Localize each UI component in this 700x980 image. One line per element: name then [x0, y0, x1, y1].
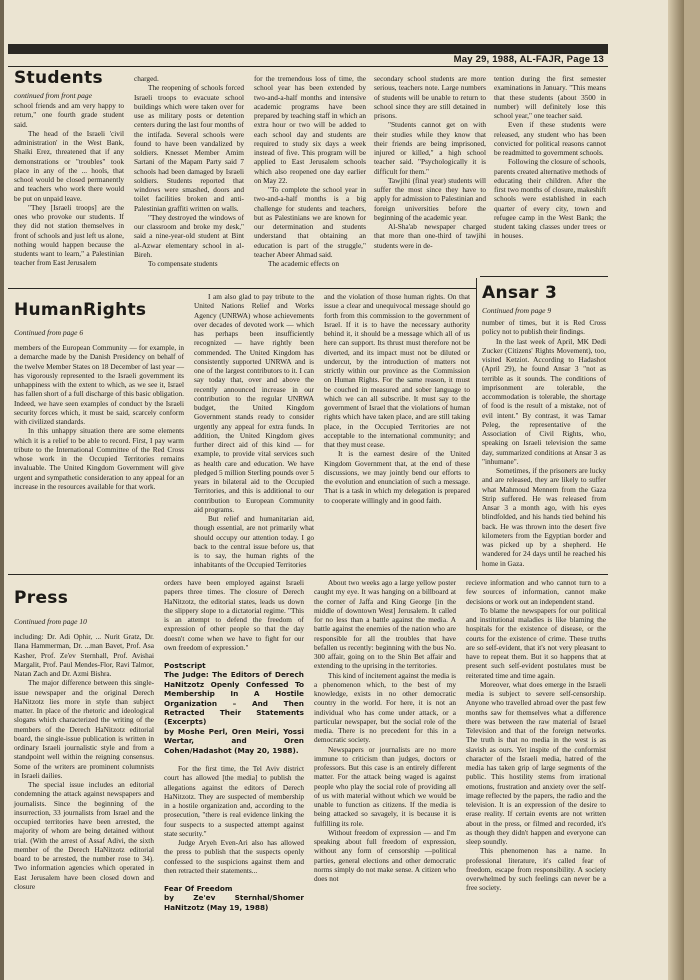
- paragraph: It is the earnest desire of the United Kingdom Government that, at the end of these discussions, we may jointly bend our efforts to the evolution and enunciation of such a message. That is a task in which my delegation is prepared to cooperate willingly and in good faith.: [324, 449, 470, 505]
- ansar-divider: [476, 278, 477, 570]
- paragraph: But relief and humanitarian aid, though essential, are not primarily what should occupy our attention today. I go back to the central issue before us, that is to say, the human rights of the inhabitants of the Occupied Territories: [194, 514, 314, 570]
- humanrights-column-3: [324, 292, 470, 563]
- humanrights-column-1: [14, 343, 184, 561]
- press-column-2: [164, 578, 304, 976]
- paragraph: The special issue includes an editorial condemning the attack against newspapers and journalists. Since the beginning of the insurrection, 33 journalists from Israel and the occupied territories have been arrested, the majority of whom are being detained without trial. (With the arrest of Assaf Adivi, the sixth member of the Derech HaNitzotz editorial board to be arrested, the number rose to 34). Two information agencies which operated in East Jerusalem have been closed down and closure: [14, 780, 154, 891]
- students-column-1: [14, 101, 124, 281]
- paragraph: The major difference between this single-issue newspaper and the original Derech HaNitzotz lies more in style than subject matter. In place of the rhetoric and ideological slogans which characterized the writing of the members of the Derech HaNitzotz editorial board, the single-issue publication is written in ordinary Israeli journalistic style and from a standpoint well within the reigning consensus. Some of the writers are prominent columnists in Israeli dailies.: [14, 678, 154, 780]
- paragraph: Without freedom of expression — and I'm speaking about full freedom of expression, without any form of censorship —political parties, general elections and other democratic norms simply do not make sense. A citizen who does not: [314, 827, 456, 883]
- postscript-title: The Judge: The Editors of Derech HaNitzotz Openly Confessed To Membership In A Hostile Organization – And Then Retracted Their Statements (Excerpts): [164, 670, 304, 727]
- newspaper-page: [4, 0, 684, 980]
- paragraph: Even if these students were released, any student who has been convicted for political reasons cannot be readmitted to government schools.: [494, 120, 606, 157]
- postscript-byline: by Moshe Perl, Oren Meiri, Yossi Wertar, and Oren Cohen/Hadashot (May 20, 1988).: [164, 726, 304, 755]
- paragraph: Judge Aryeh Even-Ari also has allowed the press to publish that the suspects openly confessed to the suspicions against them and then retracted their statements...: [164, 838, 304, 875]
- paragraph: To blame the newspapers for our political and institutional maladies is like blaming the hospitals for the existence of disease, or the courts for the existence of crime. These truths are so self-evident, that it's not very pleasant to have to repeat them. But it so happens that at present such self-evident postulates must be reiterated time and time again.: [466, 605, 606, 680]
- paragraph: Following the closure of schools, parents created alternative methods of educating their children. After the first two months of closure, makeshift schools were established in each quarter of every city, town and refugee camp in the West Bank; the student taking classes under trees or in houses.: [494, 157, 606, 241]
- ansar-column: [482, 318, 606, 568]
- page-edge: [668, 0, 684, 980]
- paragraph: number of times, but it is Red Cross policy not to publish their findings.: [482, 318, 606, 337]
- press-column-4: [466, 578, 606, 976]
- paragraph: members of the European Community — for example, in a demarche made by the Danish Presidency on behalf of the twelve Member States on 18 December of last year — has vigorously represented to the Israeli government its unhappiness with the extent to which, as we see it, Israel has fallen short of a full discharge of this basic obligation. Indeed, we have seen examples of conduct by the Israeli security forces which, it must be said, scarcely conform with civilized standards.: [14, 343, 184, 426]
- paragraph: secondary school students are more serious, teachers note. Large numbers of students will be unable to return to school since they are still detained in prisons.: [374, 74, 486, 120]
- paragraph: The head of the Israeli 'civil administration' in the West Bank, Shaiki Erez, threatened that if any demonstrations or "troubles" took place in any of the ... hools, that school would be closed permanently and teachers who work there would be put on unpaid leave.: [14, 128, 124, 203]
- paragraph: Al-Sha'ab newspaper charged that more than one-third of tawjihi students were in de-: [374, 222, 486, 250]
- paragraph: This kind of incitement against the media is a phenomenon which, to the best of my knowledge, exists in no other democratic country in the world. For here, it is not an individual who has come under attack, or a particular newspaper, but the social role of the media. There is no precedent for this in a democratic society.: [314, 670, 456, 745]
- students-column-5: [494, 74, 606, 274]
- paragraph: including: Dr. Adi Ophir, ... Nurit Gratz, Dr. Ilana Hammerman, Dr. ...man Bavet, Prof. Asa Kasher, Prof. Ze'ev Sternhall, Prof. Avishai Margalit, Prof. Paul Mendes-Flor, Ravi Talmor, Natan Zach and Dr. Azmi Bishra.: [14, 632, 154, 678]
- paragraph: for the tremendous loss of time, the school year has been extended by two-and-a-half months and intensive academic programs have been prepared by teaching staff in which an extra hour or two will be added to each school day and students are required to study six days a week instead of five. This program will be applied to East Jerusalem schools which also reopened one day earlier on May 22.: [254, 74, 366, 185]
- students-column-3: [254, 74, 366, 285]
- paragraph: To compensate students: [148, 259, 218, 268]
- postscript-label: Postscript: [164, 661, 206, 670]
- paragraph: In this unhappy situation there are some elements which it is a relief to be able to record. First, I pay warm tribute to the International Committee of the Red Cross whose work in the Occupied Territories remains invaluable. The United Kingdom Government will give urgent and sympathetic consideration to any appeal for an increase in the resources available for that work.: [14, 426, 184, 491]
- header-rule: [8, 66, 608, 67]
- paragraph: "To complete the school year in two-and-a-half months is a big challenge for students and teachers, but as Palestinians we are known for our determination and students understand that obtaining an education is part of the struggle," teacher Abeer Ahmad said.: [254, 185, 366, 259]
- paragraph: Tawjihi (final year) students will suffer the most since they have to apply for admission to Palestinian and foreign universities before the beginning of the academic year.: [374, 175, 486, 222]
- paragraph: I am also glad to pay tribute to the United Nations Relief and Works Agency (UNRWA) whose achievements over decades of devoted work — which has perhaps been insufficiently recognized — have rightly been commended. The United Kingdom has consistently supported UNRWA and is one of the largest contributors to it. I can say today that, over and above the recently announced increase in our contribution to the regular UNRWA budget, the United Kingdom Government stands ready to consider urgently any appeal for extra funds. In addition, the United Kingdom gives further direct aid of this kind — for example, to provide vital services such as health care and education. We have pledged 5 million Sterling pounds over 5 years in bilateral aid to the Occupied Territories, and this is additional to our contribution to European Community aid programs.: [194, 292, 314, 514]
- top-rule: [8, 44, 608, 54]
- students-continued: continued from front page: [14, 91, 92, 100]
- section-rule-ansar: [480, 276, 608, 277]
- paragraph: Sometimes, if the prisoners are lucky and are released, they are likely to suffer what Mahmoud Mennem from the Gaza Strip suffered. He was released from Ansar 3 a month ago, with his eyes blindfolded, and his hands tied behind his back. He was thrown into the desert five kilometers from the Egyptian border and was picked up by a shepherd. He wandered for 24 days until he reached his home in Gaza.: [482, 466, 606, 568]
- students-column-4: [374, 74, 486, 285]
- paragraph: school friends and am very happy to return," one fourth grade student said.: [14, 101, 124, 129]
- ansar-headline: Ansar 3: [482, 283, 558, 303]
- paragraph: tention during the first semester examinations in January. "This means that these students (about 3500 in number) will definitely lose this school year," one teacher said.: [494, 74, 606, 120]
- page-header: May 29, 1988, AL-FAJR, Page 13: [453, 54, 604, 65]
- fear-title: Fear Of Freedom: [164, 884, 233, 894]
- paragraph: In the last week of April, MK Dedi Zucker (Citizens' Rights Movement), too, visited Ketziot. According to Hadashot (April 29), he found Ansar 3 "not as terrible as it sounds. The conditions of imprisonment are tolerable, the accommodation is tolerable, the shortage of food is the result of a mistake, not of evil intent." By contrast, it was Tamar Peleg, the representative of the Association of Civil Rights, who, speaking on Israeli television the same day, summarized conditions at Ansar 3 as "inhumane".: [482, 336, 606, 466]
- paragraph: The academic effects on: [268, 259, 339, 268]
- students-headline: Students: [14, 68, 103, 88]
- paragraph: orders have been employed against Israeli papers three times. The closure of Derech HaNitzotz, the editorial states, leads us down the slippery slope to a dictatorial regime. "This is an attempt to defend the freedom of expression of other people so that the day doesn't come when we have to fight for our own freedom of expression.": [164, 578, 304, 652]
- paragraph: and the violation of those human rights. On that issue a clear and unequivocal message should go forth from this commission to the government of Israel. If it is to have the necessary authority behind it, it should be a message which all of us here can support. Its thrust must therefore not be diverted, and its impact must not be diluted or undercut, by the introduction of matters not strictly within our province as the Commission on Human Rights. For the same reason, it must be couched in measured and sober language to which we can all subscribe. It must say to the government of Israel that the violations of human rights which have taken place, and are still taking place, in the Occupied Territories are not acceptable to the international community; and that they must cease.: [324, 292, 470, 449]
- paragraph: "They [Israeli troops] are the ones who provoke our students. If they did not station themselves in front of schools and just left us alone, nothing would happen because the students want to learn," a Palestinian teacher from East Jerusalem: [14, 202, 124, 268]
- paragraph: For the first time, the Tel Aviv district court has allowed [the media] to publish the allegations against the editors of Derech HaNitzotz. They are suspected of membership in a hostile organization and, according to the prosecution, "there is real evidence linking the four suspects to a suspected attempt against state security.": [164, 764, 304, 838]
- paragraph: The reopening of schools forced Israeli troops to evacuate school buildings which were taken over for use as military posts or detention centers during the last four months of the intifada. Several schools were found to have been vandalized by soldiers. Knesset Member Amim Sartani of the Mapam Party said 7 schools had been damaged by Israeli soldiers. Students reported that windows were smashed, doors and toilet facilities broken and anti-Palestinian graffiti written on walls.: [134, 83, 244, 213]
- humanrights-continued: Continued from page 6: [14, 328, 84, 337]
- paragraph: recieve information and who cannot turn to a few sources of information, cannot make decisions or work out an independent stand.: [466, 578, 606, 606]
- paragraph: Newspapers or journalists are no more immune to criticism than judges, doctors or professors. But this case is an entirely different matter. For the attack being waged is against people who play the social role of providing all of us with material without which we would be unable to function as citizens. If the media is being attacked so savagely, it is because it is fulfilling its role.: [314, 744, 456, 828]
- humanrights-headline: HumanRights: [14, 300, 147, 320]
- ansar-continued: Continued from page 9: [482, 306, 552, 315]
- paragraph: About two weeks ago a large yellow poster caught my eye. It was hanging on a billboard at the corner of Jaffa and King George [in the middle of downtown West] Jerusalem. It called for no less than a battle against the media. A battle against the enemies of the nation who are responsible for all the troubles that have befallen us recently: beginning with the bus No. 300 affair, going on to the Shin Bet affair and extending to the uprising in the territories.: [314, 578, 456, 671]
- paragraph: "They destroyed the windows of our classroom and broke my desk," said a nine-year-old student at Bint al-Azwar elementary school in al-Bireh.: [134, 212, 244, 259]
- paragraph: charged.: [134, 74, 159, 83]
- paragraph: "Students cannot get on with their studies while they know that their friends are being imprisoned, injured or killed," a high school teacher said. "Psychologically it is difficult for them.": [374, 120, 486, 176]
- press-column-1: [14, 632, 154, 974]
- students-column-2: [134, 74, 244, 285]
- fear-byline: by Ze'ev Sternhal/Shomer HaNitzotz (May 19, 1988): [164, 893, 304, 912]
- press-headline: Press: [14, 588, 69, 608]
- humanrights-column-2: [194, 292, 314, 570]
- press-column-3: [314, 578, 456, 976]
- press-continued: Continued from page 10: [14, 617, 87, 626]
- section-rule-2: [8, 574, 608, 575]
- paragraph: This phenomenon has a name. In professional literature, it's called fear of freedom, escape from responsibility. A society overwhelmed by such feelings can never be a free society.: [466, 846, 606, 893]
- section-rule-1: [8, 288, 476, 289]
- paragraph: Moreover, what does emerge in the Israeli media is subject to severe self-censorship. Anyone who travelled abroad over the past few months saw for themselves what a difference there was between the raw material of Israel Television and that of the foreign networks. The truth is that no media in the west is as slavish as ours. Yet inspite of the conformist character of the Israeli media, hatred of the media has taken grip of large segments of the public. This hostility stems from irrational emotions, frustration and anxiety over the self-image reflected by the papers, the radio and the television. It is an expression of the desire to erase reality. If certain events are not written about in the press, or filmed and recorded, it's as though they didn't happen and everyone can sleep soundly.: [466, 679, 606, 846]
